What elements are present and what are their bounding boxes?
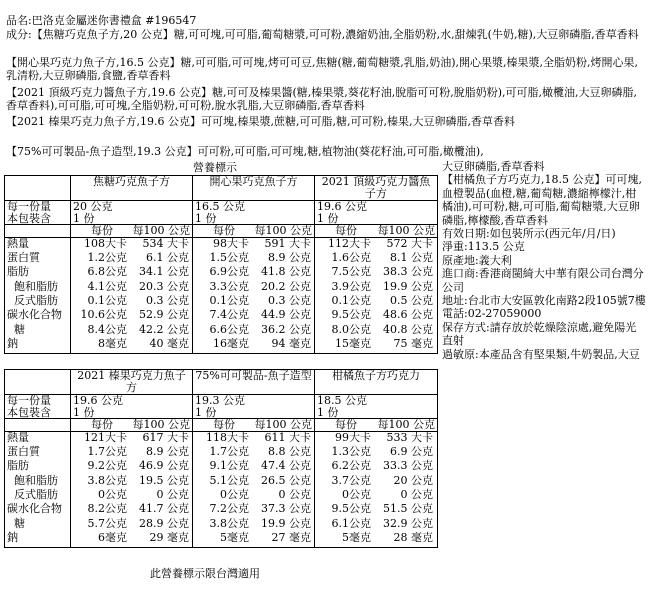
nutrient-per-serving: 4.1公克 [87,279,127,293]
nutrient-per-100g: 0.5 公克 [390,294,433,308]
nutrient-label: 糖 [7,322,25,336]
nutrient-per-100g: 29 毫克 [149,531,189,545]
nutrient-per-100g: 8.9 公克 [268,250,311,264]
nutrient-per-100g: 533 大卡 [386,430,433,444]
footer-note: 此營養標示限台灣適用 [150,567,260,580]
serving-size: 16.5 公克 [195,200,245,213]
nutrient-per-100g: 8.9 公克 [146,444,189,458]
nutrient-per-serving: 0.1公克 [331,294,371,308]
product-info-side-column: 大豆卵磷脂,香草香料 【柑橘魚子方巧克力,18.5 公克】可可塊,血橙製品(血橙,糖,葡萄糖,濃縮檸檬汁,柑橘油),可可粉,糖,可可脂,葡萄糖漿,大豆卵磷脂,檸檬酸,香草香料 有效日期:如包裝所示(西元年/月/日) 淨重:113.5 公克 原產地:義大利 進口商:香港商閩綺大中華有限公司台灣分公司 地址:台北市大安區敦化南路2段105號7樓 電話:02-27059000 保存方式:請存放於乾燥陰涼處,避免陽光直射 過敏原:本產品含有堅果類,牛奶製品,大豆 [442,160,646,361]
nutrient-label: 脂肪 [7,265,29,279]
nutrient-per-serving: 0公克 [220,488,249,502]
nutrient-per-100g: 94 毫克 [271,337,311,351]
nutrient-per-serving: 3.8公克 [87,473,127,487]
nutrient-per-serving: 8毫克 [98,337,127,351]
product-header: 75%可可製品-魚子造型 [193,370,315,395]
nutrient-per-100g: 75 毫克 [393,337,433,351]
nutrient-per-100g: 42.2 公克 [139,322,189,336]
nutrient-per-serving: 15毫克 [335,337,371,351]
nutrient-per-100g: 38.3 公克 [383,265,433,279]
product-header: 2021 榛果巧克力魚子方 [71,370,193,395]
nutrient-per-100g: 52.9 公克 [139,308,189,322]
product-name: 巴洛克金屬迷你書禮盒 #196547 [31,14,197,27]
nutrient-per-serving: 8.2公克 [87,502,127,516]
nutrient-per-serving: 0公克 [342,488,371,502]
nutrient-per-100g: 0 公克 [278,488,311,502]
ingredients-paragraph-4: 【2021 榛果巧克力魚子方,19.6 公克】可可塊,榛果漿,蔗糖,可可脂,糖,可可粉,榛果,大豆卵磷脂,香草香料 [6,115,515,128]
nutrient-per-serving: 6.9公克 [209,265,249,279]
nutrient-per-100g: 617 大卡 [142,430,189,444]
nutrient-per-serving: 6.2公克 [331,459,371,473]
per-100g-header: 每100 公克 [132,224,190,237]
nutrient-label: 碳水化合物 [7,308,62,322]
serving-size: 18.5 公克 [317,394,367,407]
nutrient-per-100g: 6.9 公克 [390,444,433,458]
servings-count: 1 份 [195,405,217,419]
product-header: 開心果巧克魚子方 [193,176,315,201]
nutrient-per-serving: 9.5公克 [331,502,371,516]
nutrition-table-1 [4,175,437,354]
nutrient-label: 反式脂肪 [7,488,58,502]
nutrient-per-serving: 1.2公克 [87,250,127,264]
ingredients-paragraph-3: 【2021 頂級巧克力醬魚子方,19.6 公克】糖,可可及榛果醬(糖,榛果漿,葵花籽油,脫脂可可粉,脫脂奶粉),可可脂,橄欖油,大豆卵磷脂,香草香料),可可脂,可可塊,全脂奶粉,可可粉,脫水乳脂,大豆卵磷脂,香草香料 [6,86,638,112]
nutrient-per-100g: 19.9 公克 [261,516,311,530]
nutrient-per-serving: 1.7公克 [209,444,249,458]
nutrition-title: 營養標示 [193,161,237,174]
nutrient-per-serving: 6.1公克 [331,516,371,530]
nutrient-label: 糖 [7,516,25,530]
nutrient-per-serving: 108大卡 [84,236,127,250]
nutrient-per-100g: 591 大卡 [264,236,311,250]
nutrient-per-100g: 0 公克 [400,488,433,502]
nutrient-per-serving: 5毫克 [342,531,371,545]
nutrient-per-serving: 16毫克 [213,337,249,351]
nutrient-per-100g: 40.8 公克 [383,322,433,336]
nutrient-per-serving: 0.1公克 [87,294,127,308]
nutrient-label: 鈉 [7,531,18,545]
nutrient-per-serving: 7.2公克 [209,502,249,516]
nutrient-per-100g: 34.1 公克 [139,265,189,279]
servings-count: 1 份 [317,405,339,419]
nutrient-per-serving: 5.1公克 [209,473,249,487]
nutrient-per-100g: 611 大卡 [264,430,311,444]
nutrient-per-serving: 8.0公克 [331,322,371,336]
nutrient-per-serving: 121大卡 [84,430,127,444]
serving-size: 20 公克 [73,200,113,213]
servings-count: 1 份 [73,211,95,225]
nutrient-per-100g: 0.3 公克 [268,294,311,308]
nutrient-per-serving: 98大卡 [213,236,249,250]
servings-count: 1 份 [317,211,339,225]
nutrient-label: 熱量 [7,236,29,250]
nutrient-per-100g: 20.2 公克 [261,279,311,293]
nutrient-per-serving: 3.9公克 [331,279,371,293]
nutrient-per-serving: 8.4公克 [87,322,127,336]
nutrient-per-100g: 8.1 公克 [390,250,433,264]
nutrient-label: 反式脂肪 [7,294,58,308]
nutrient-per-serving: 6毫克 [98,531,127,545]
nutrient-label: 飽和脂肪 [7,279,58,293]
nutrient-per-100g: 33.3 公克 [383,459,433,473]
per-serving-header: 每份 [91,224,113,237]
nutrient-per-100g: 19.5 公克 [139,473,189,487]
servings-label: 本包裝含 [7,211,51,225]
nutrient-per-100g: 44.9 公克 [261,308,311,322]
nutrient-per-100g: 19.9 公克 [383,279,433,293]
product-name-line: 品名:巴洛克金屬迷你書禮盒 #196547 [6,14,197,27]
servings-count: 1 份 [195,211,217,225]
nutrient-per-serving: 3.8公克 [209,516,249,530]
per-100g-header: 每100 公克 [254,224,312,237]
nutrient-per-serving: 10.6公克 [80,308,127,322]
serving-label: 每一份量 [7,200,51,213]
nutrient-per-100g: 534 大卡 [142,236,189,250]
nutrient-per-100g: 20 公克 [393,473,433,487]
per-serving-header: 每份 [335,418,357,431]
nutrient-per-100g: 47.4 公克 [261,459,311,473]
per-100g-header: 每100 公克 [377,224,435,237]
nutrient-per-100g: 8.8 公克 [268,444,311,458]
nutrient-per-100g: 48.6 公克 [383,308,433,322]
nutrient-per-100g: 28.9 公克 [139,516,189,530]
nutrient-per-serving: 1.3公克 [331,444,371,458]
nutrient-label: 飽和脂肪 [7,473,58,487]
nutrient-label: 蛋白質 [7,444,40,458]
servings-count: 1 份 [73,405,95,419]
nutrient-per-100g: 40 毫克 [149,337,189,351]
nutrient-per-100g: 37.3 公克 [261,502,311,516]
serving-size: 19.6 公克 [317,200,367,213]
ingredients-paragraph-5: 【75%可可製品-魚子造型,19.3 公克】可可粉,可可脂,可可塊,糖,植物油(葵花籽油,可可脂,橄欖油), [6,145,484,158]
nutrient-per-serving: 5毫克 [220,531,249,545]
nutrient-label: 鈉 [7,337,18,351]
nutrient-per-serving: 0.1公克 [209,294,249,308]
nutrient-per-100g: 6.1 公克 [146,250,189,264]
nutrient-per-serving: 3.3公克 [209,279,249,293]
nutrient-per-serving: 6.6公克 [209,322,249,336]
per-100g-header: 每100 公克 [377,418,435,431]
nutrient-label: 脂肪 [7,459,29,473]
nutrient-label: 蛋白質 [7,250,40,264]
per-serving-header: 每份 [213,224,235,237]
nutrient-per-serving: 0公克 [98,488,127,502]
serving-size: 19.6 公克 [73,394,123,407]
nutrient-per-serving: 1.6公克 [331,250,371,264]
nutrient-per-100g: 41.8 公克 [261,265,311,279]
nutrient-per-serving: 6.8公克 [87,265,127,279]
nutrient-per-serving: 5.7公克 [87,516,127,530]
product-header: 柑橘魚子方巧克力 [315,370,438,395]
nutrient-per-100g: 0 公克 [156,488,189,502]
nutrient-per-serving: 118大卡 [206,430,249,444]
nutrient-per-serving: 7.5公克 [331,265,371,279]
nutrient-per-100g: 0.3 公克 [146,294,189,308]
nutrition-table-2 [4,369,437,548]
per-serving-header: 每份 [335,224,357,237]
nutrient-per-serving: 112大卡 [328,236,371,250]
nutrient-per-serving: 9.5公克 [331,308,371,322]
nutrient-per-serving: 3.7公克 [331,473,371,487]
per-100g-header: 每100 公克 [254,418,312,431]
nutrient-per-100g: 51.5 公克 [383,502,433,516]
nutrient-per-serving: 9.2公克 [87,459,127,473]
ingredients-paragraph-2: 【開心果巧克力魚子方,16.5 公克】糖,可可脂,可可塊,烤可可豆,焦糖(糖,葡萄糖漿,乳脂,奶油),開心果漿,榛果漿,全脂奶粉,烤開心果,乳清粉,大豆卵磷脂,食鹽,香草香料 [6,56,639,82]
nutrient-per-serving: 1.7公克 [87,444,127,458]
servings-label: 本包裝含 [7,405,51,419]
serving-size: 19.3 公克 [195,394,245,407]
nutrient-per-serving: 9.1公克 [209,459,249,473]
nutrient-per-100g: 41.7 公克 [139,502,189,516]
nutrient-per-serving: 99大卡 [335,430,371,444]
nutrient-per-100g: 36.2 公克 [261,322,311,336]
per-serving-header: 每份 [213,418,235,431]
nutrient-label: 熱量 [7,430,29,444]
nutrient-per-100g: 46.9 公克 [139,459,189,473]
nutrient-per-serving: 1.5公克 [209,250,249,264]
nutrient-per-100g: 20.3 公克 [139,279,189,293]
per-serving-header: 每份 [91,418,113,431]
serving-label: 每一份量 [7,394,51,407]
nutrient-per-100g: 26.5 公克 [261,473,311,487]
ingredients-paragraph-1: 成分:【焦糖巧克魚子方,20 公克】糖,可可塊,可可脂,葡萄糖漿,可可粉,濃縮奶油,全脂奶粉,水,甜煉乳(牛奶,糖),大豆卵磷脂,香草香料 [6,28,639,41]
nutrient-per-serving: 7.4公克 [209,308,249,322]
nutrient-per-100g: 28 毫克 [393,531,433,545]
nutrient-per-100g: 27 毫克 [271,531,311,545]
nutrient-per-100g: 572 大卡 [386,236,433,250]
product-header: 焦糖巧克魚子方 [71,176,193,201]
product-header: 2021 頂級巧克力醬魚子方 [315,176,438,201]
nutrient-per-100g: 32.9 公克 [383,516,433,530]
nutrient-label: 碳水化合物 [7,502,62,516]
per-100g-header: 每100 公克 [132,418,190,431]
